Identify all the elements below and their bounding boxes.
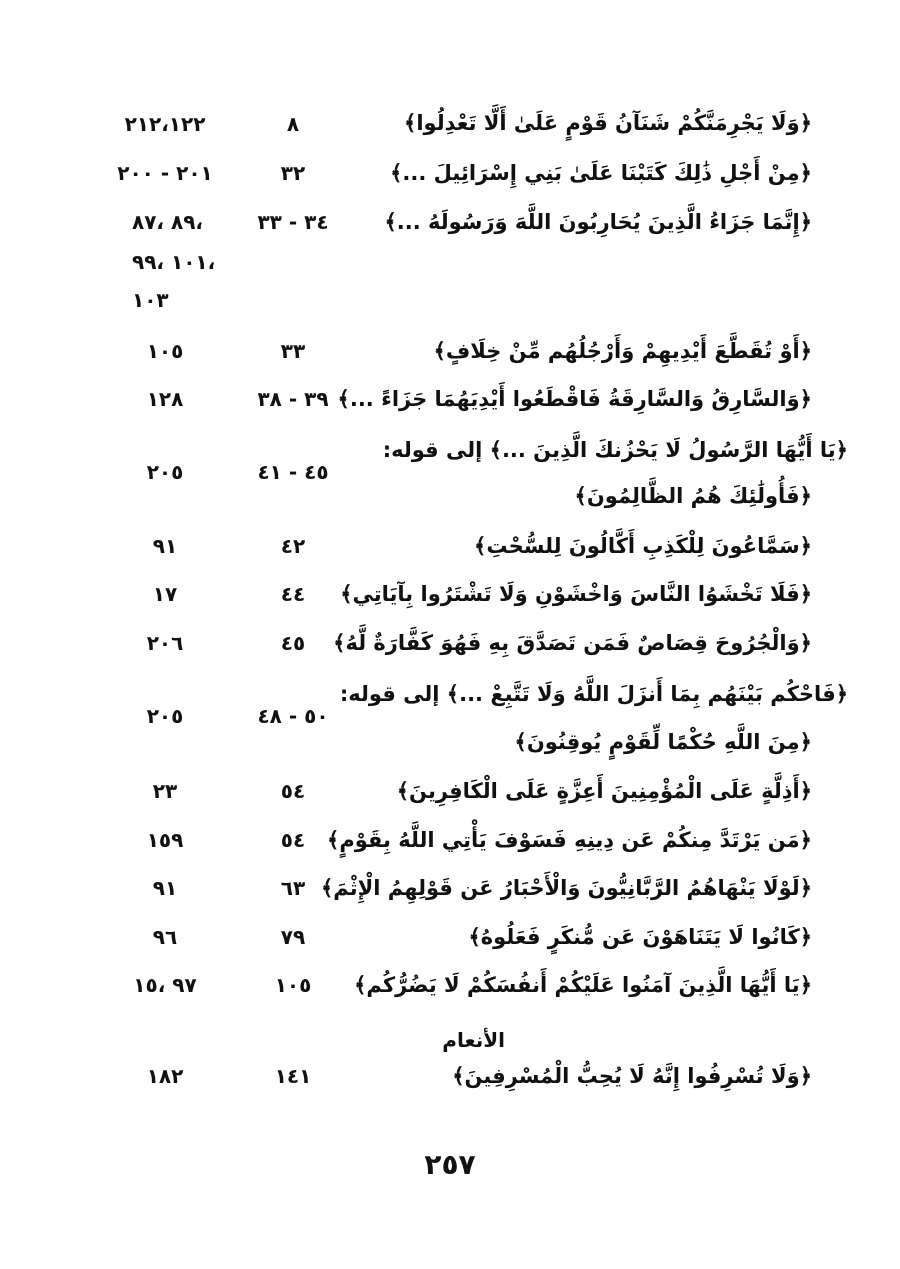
- page-references: ٩٧ ،١٥: [133, 973, 197, 997]
- verse-text: ﴿يَا أَيُّهَا الرَّسُولُ لَا يَحْزُنكَ الَّذِينَ ...﴾ إلى قوله:: [382, 438, 848, 462]
- ayah-number: ٣٤ - ٣٣: [257, 210, 329, 234]
- ayah-number: ٤٥ - ٤١: [257, 460, 329, 484]
- page-references: ٢١٢،١٢٢: [124, 112, 206, 136]
- page-references: ٢٠٥: [146, 460, 184, 484]
- verse-text: ﴿مِنْ أَجْلِ ذَٰلِكَ كَتَبْنَا عَلَىٰ بَنِي إِسْرَائِيلَ ...﴾: [390, 161, 812, 185]
- verse-text: ﴿وَالْجُرُوحَ قِصَاصٌ فَمَن تَصَدَّقَ بِهِ فَهُوَ كَفَّارَةٌ لَّهُ﴾: [333, 631, 812, 655]
- page-references: ١٢٨: [146, 387, 184, 411]
- verse-text-continuation: ﴿مِنَ اللَّهِ حُكْمًا لِّقَوْمٍ يُوقِنُونَ﴾: [514, 730, 812, 754]
- ayah-number: ٦٣: [280, 876, 306, 900]
- surah-section-title: الأنعام: [442, 1028, 505, 1052]
- page-references: ١٠٥: [146, 339, 184, 363]
- verse-text: ﴿وَالسَّارِقُ وَالسَّارِقَةُ فَاقْطَعُوا أَيْدِيَهُمَا جَزَاءً ...﴾: [337, 387, 812, 411]
- page-references: ٩١: [152, 876, 178, 900]
- page-references: ٢٠١ - ٢٠٠: [117, 161, 213, 185]
- ayah-number: ٣٢: [280, 161, 306, 185]
- ayah-number: ٥٠ - ٤٨: [257, 704, 329, 728]
- verse-text: ﴿وَلَا تُسْرِفُوا إِنَّهُ لَا يُحِبُّ الْمُسْرِفِينَ﴾: [452, 1064, 812, 1088]
- page-references: ٩١: [152, 534, 178, 558]
- ayah-number: ٥٤: [280, 779, 306, 803]
- verse-text: ﴿إِنَّمَا جَزَاءُ الَّذِينَ يُحَارِبُونَ اللَّهَ وَرَسُولَهُ ...﴾: [384, 210, 812, 234]
- ayah-number: ٧٩: [280, 925, 306, 949]
- page-references: ٢٣: [152, 779, 178, 803]
- ayah-number: ٣٣: [280, 339, 306, 363]
- verse-text: ﴿فَاحْكُم بَيْنَهُم بِمَا أَنزَلَ اللَّهُ وَلَا تَتَّبِعْ ...﴾ إلى قوله:: [339, 682, 848, 706]
- verse-text: ﴿أَوْ تُقَطَّعَ أَيْدِيهِمْ وَأَرْجُلُهُم مِّنْ خِلَافٍ﴾: [433, 339, 812, 363]
- verse-text: ﴿أَذِلَّةٍ عَلَى الْمُؤْمِنِينَ أَعِزَّةٍ عَلَى الْكَافِرِينَ﴾: [396, 779, 812, 803]
- ayah-number: ٨: [286, 112, 300, 136]
- page-references: ١٥٩: [146, 828, 184, 852]
- verse-text-continuation: ﴿فَأُولَٰئِكَ هُمُ الظَّالِمُونَ﴾: [574, 484, 812, 508]
- ayah-number: ٣٩ - ٣٨: [257, 387, 329, 411]
- page-references: ٢٠٦: [146, 631, 184, 655]
- page-references-line: ،٨٩ ،٨٧: [132, 210, 204, 234]
- ayah-number: ٥٤: [280, 828, 306, 852]
- page-number: ٢٥٧: [424, 1148, 476, 1181]
- verse-text: ﴿فَلَا تَخْشَوُا النَّاسَ وَاخْشَوْنِ وَلَا تَشْتَرُوا بِآيَاتِي﴾: [340, 582, 812, 606]
- page-references: ١٧: [152, 582, 178, 606]
- page-references: ١٨٢: [146, 1064, 184, 1088]
- verse-text: ﴿سَمَّاعُونَ لِلْكَذِبِ أَكَّالُونَ لِلسُّحْتِ﴾: [474, 534, 812, 558]
- ayah-number: ١٤١: [274, 1064, 312, 1088]
- ayah-number: ١٠٥: [274, 973, 312, 997]
- verse-text: ﴿كَانُوا لَا يَتَنَاهَوْنَ عَن مُّنكَرٍ فَعَلُوهُ﴾: [468, 925, 812, 949]
- page-references-line: ١٠٣: [132, 288, 169, 312]
- ayah-number: ٤٤: [280, 582, 306, 606]
- page-references: ٩٦: [152, 925, 178, 949]
- ayah-number: ٤٥: [280, 631, 306, 655]
- verse-text: ﴿يَا أَيُّهَا الَّذِينَ آمَنُوا عَلَيْكُمْ أَنفُسَكُمْ لَا يَضُرُّكُم﴾: [354, 973, 812, 997]
- verse-text: ﴿مَن يَرْتَدَّ مِنكُمْ عَن دِينِهِ فَسَوْفَ يَأْتِي اللَّهُ بِقَوْمٍ﴾: [327, 828, 812, 852]
- verse-text: ﴿وَلَا يَجْرِمَنَّكُمْ شَنَآنُ قَوْمٍ عَلَىٰ أَلَّا تَعْدِلُوا﴾: [404, 111, 812, 135]
- verse-text: ﴿لَوْلَا يَنْهَاهُمُ الرَّبَّانِيُّونَ وَالْأَحْبَارُ عَن قَوْلِهِمُ الْإِثْمَ﴾: [321, 876, 812, 900]
- page-references: ٢٠٥: [146, 704, 184, 728]
- ayah-number: ٤٢: [280, 534, 306, 558]
- page-references-line: ،١٠١ ،٩٩: [132, 250, 216, 274]
